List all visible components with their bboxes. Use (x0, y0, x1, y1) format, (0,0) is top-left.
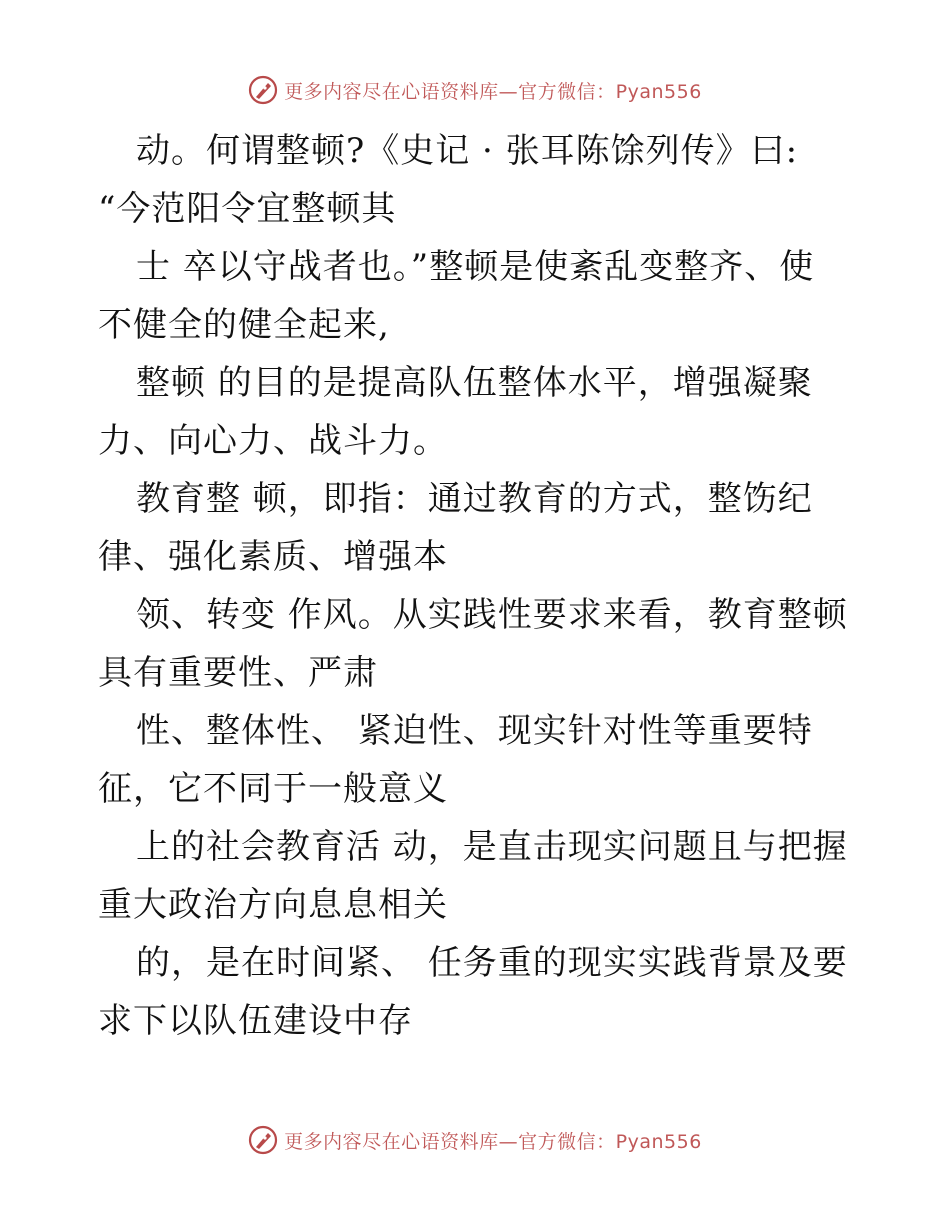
text-line: 不健全的健全起来, (98, 305, 390, 345)
text-line: 律、强化素质、增强本 (98, 537, 448, 577)
footer-banner-text: 更多内容尽在心语资料库—官方微信：Pyan556 (284, 1130, 702, 1153)
text-line: 上的社会教育活 动，是直击现实问题且与把握 (136, 827, 848, 867)
text-line: 整顿 的目的是提高队伍整体水平，增强凝聚 (136, 363, 813, 403)
header-banner (0, 72, 950, 108)
text-line: 动。何谓整顿?《史记 · 张耳陈馀列传》曰: (136, 131, 799, 171)
text-line: 领、转变 作风。从实践性要求来看，教育整顿 (136, 595, 848, 635)
text-line: 求下以队伍建设中存 (98, 1001, 413, 1041)
text-line: 性、整体性、 紧迫性、现实针对性等重要特 (136, 711, 813, 751)
footer-banner (0, 1122, 950, 1158)
text-line: 士 卒以守战者也。”整顿是使紊乱变整齐、使 (136, 247, 815, 287)
text-line: 重大政治方向息息相关 (98, 885, 448, 925)
text-line: 力、向心力、战斗力。 (98, 421, 448, 461)
text-line: 教育整 顿，即指：通过教育的方式，整饬纪 (136, 479, 813, 519)
pen-nib-logo-icon (248, 75, 278, 105)
pen-nib-logo-icon (248, 1125, 278, 1155)
text-line: 具有重要性、严肃 (98, 653, 378, 693)
document-body (98, 122, 858, 1050)
text-line: “今范阳令宜整顿其 (98, 189, 397, 229)
text-line: 的，是在时间紧、 任务重的现实实践背景及要 (136, 943, 848, 983)
header-banner-text: 更多内容尽在心语资料库—官方微信：Pyan556 (284, 80, 702, 103)
text-line: 征，它不同于一般意义 (98, 769, 448, 809)
